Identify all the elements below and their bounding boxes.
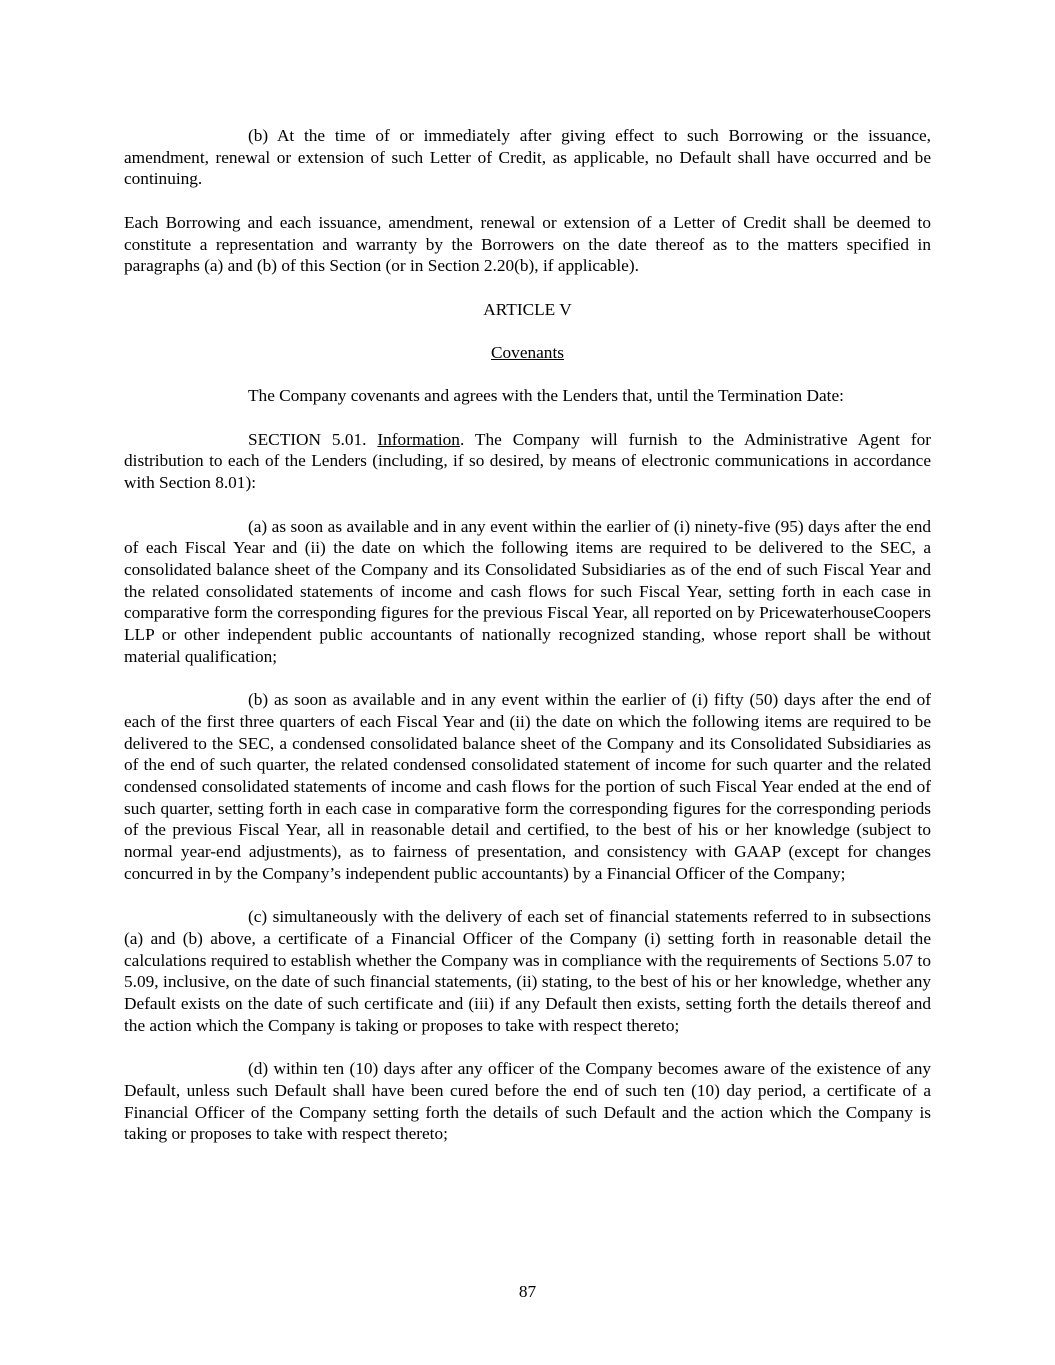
- item-a: (a) as soon as available and in any event within the earlier of (i) ninety-five (95) days after the end of each Fiscal Year and (ii) the date on which the following items are required to be delivered to the SEC, a consolidated balance sheet of the Company and its Consolidated Subsidiaries as of the end of such Fiscal Year and the related consolidated statements of income and cash flows for such Fiscal Year, setting forth in each case in comparative form the corresponding figures for the previous Fiscal Year, all reported on by PricewaterhouseCoopers LLP or other independent public accountants of nationally recognized standing, whose report shall be without material qualification;: [124, 516, 931, 666]
- article-title: ARTICLE V: [483, 299, 572, 319]
- section-body: The Company will furnish to the Administrative Agent for distribution to each of the Lenders (including, if so desired, by means of electronic communications in accordance with Section 8.01):: [124, 429, 931, 493]
- item-c: (c) simultaneously with the delivery of each set of financial statements referred to in subsections (a) and (b) above, a certificate of a Financial Officer of the Company (i) setting forth in reasonable detail the calculations required to establish whether the Company was in compliance with the requirements of Sections 5.07 to 5.09, inclusive, on the date of such financial statements, (ii) stating, to the best of his or her knowledge, whether any Default exists on the date of such certificate and (iii) if any Default then exists, setting forth the details thereof and the action which the Company is taking or proposes to take with respect thereto;: [124, 907, 931, 1035]
- article-heading: [124, 342, 931, 364]
- section-number: SECTION 5.01.: [248, 429, 378, 449]
- section-title-suffix: .: [459, 429, 475, 449]
- paragraph-each-borrowing: Each Borrowing and each issuance, amendment, renewal or extension of a Letter of Credit shall be deemed to constitute a representation and warranty by the Borrowers on the date thereof as to the matters specified in paragraphs (a) and (b) of this Section (or in Section 2.20(b), if applicable).: [124, 212, 931, 276]
- item-d: (d) within ten (10) days after any officer of the Company becomes aware of the existence of any Default, unless such Default shall have been cured before the end of such ten (10) day period, a certificate of a Financial Officer of the Company setting forth the details of such Default and the action which the Company is taking or proposes to take with respect thereto;: [124, 1059, 931, 1144]
- article-heading-text: Covenants: [491, 342, 564, 362]
- section-5-01: [124, 429, 931, 494]
- covenant-intro: The Company covenants and agrees with the Lenders that, until the Termination Date:: [248, 386, 844, 406]
- page-content: [124, 125, 931, 1167]
- page-number: 87: [518, 1282, 537, 1301]
- item-b: (b) as soon as available and in any event within the earlier of (i) fifty (50) days after the end of each of the first three quarters of each Fiscal Year and (ii) the date on which the following items are required to be delivered to the SEC, a condensed consolidated balance sheet of the Company and its Consolidated Subsidiaries as of the end of such quarter, the related condensed consolidated statement of income for such quarter and the related condensed consolidated statements of income and cash flows for the portion of such Fiscal Year ended at the end of such quarter, setting forth in each case in comparative form the corresponding figures for the corresponding periods of the previous Fiscal Year, all in reasonable detail and certified, to the best of his or her knowledge (subject to normal year-end adjustments), as to fairness of presentation, and consistency with GAAP (except for changes concurred in by the Company’s independent public accountants) by a Financial Officer of the Company;: [124, 690, 931, 883]
- section-title: Information: [377, 429, 460, 449]
- paragraph-b-borrowing-condition: (b) At the time of or immediately after giving effect to such Borrowing or the issuance, amendment, renewal or extension of such Letter of Credit, as applicable, no Default shall have occurred and be continuing.: [124, 126, 931, 189]
